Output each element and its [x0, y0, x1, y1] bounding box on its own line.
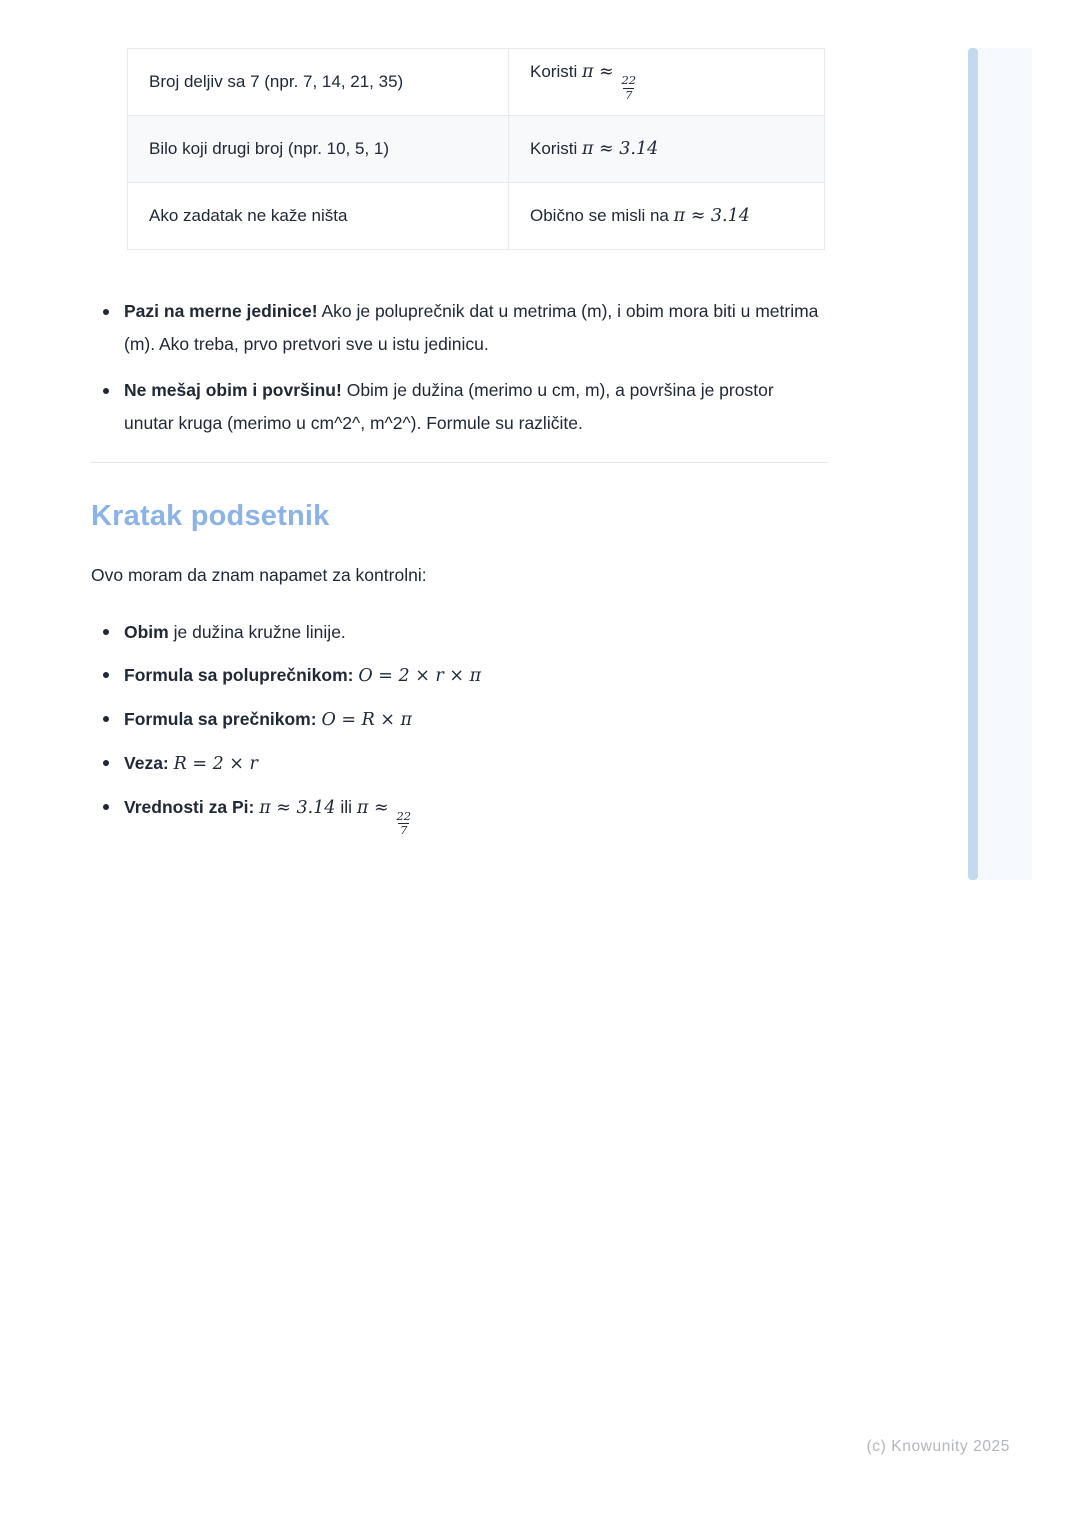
reminder-math: π ≈ 3.14	[259, 798, 336, 818]
pi-value-table	[127, 48, 825, 250]
warning-text: Ako je poluprečnik dat u metrima (m), i obim mora biti u metrima (m). Ako treba, prvo pretvori sve u istu jedinicu.	[124, 301, 819, 354]
reminder-bold: Vrednosti za Pi:	[124, 797, 255, 817]
section-divider	[91, 462, 828, 463]
document-content	[91, 0, 828, 850]
table-cell-action	[509, 116, 825, 183]
cell-text: Obično se misli na	[530, 206, 669, 225]
reminder-bold: Obim	[124, 622, 169, 642]
table-cell-action	[509, 183, 825, 250]
list-item	[91, 792, 828, 837]
cell-text: Koristi	[530, 139, 578, 158]
warning-bold: Pazi na merne jedinice!	[124, 301, 318, 321]
warning-bold: Ne mešaj obim i površinu!	[124, 380, 342, 400]
table-cell-condition: Broj deljiv sa 7 (npr. 7, 14, 21, 35)	[128, 49, 509, 116]
warning-text: Obim je dužina (merimo u cm, m), a površina je prostor unutar kruga (merimo u cm^2^, m^2^). Formule su različite.	[124, 380, 774, 433]
cell-math: π ≈ 3.14	[581, 139, 659, 159]
list-item	[91, 660, 828, 691]
cell-math: π ≈	[581, 62, 614, 83]
table-cell-condition: Bilo koji drugi broj (npr. 10, 5, 1)	[128, 116, 509, 183]
table-cell-condition: Ako zadatak ne kaže ništa	[128, 183, 509, 250]
reminder-math: O = 2 × r × π	[358, 666, 482, 686]
reminder-math: O = R × π	[321, 710, 413, 730]
list-item	[91, 374, 828, 440]
list-item	[91, 295, 828, 361]
fraction-22-7: $\frac{22}{7}$	[621, 73, 637, 102]
reminder-bold: Veza:	[124, 753, 169, 773]
reminder-math: R = 2 × r	[173, 754, 258, 774]
table-row	[128, 49, 825, 116]
copyright-footer: (c) Knowunity 2025	[866, 1438, 1010, 1455]
reminder-math: π ≈	[356, 798, 389, 818]
reminder-text: ili	[340, 797, 352, 817]
cell-math: π ≈ 3.14	[673, 206, 750, 226]
scrollbar-thumb[interactable]	[968, 48, 978, 880]
warning-list	[91, 295, 828, 440]
list-item	[91, 617, 828, 647]
section-heading: Kratak podsetnik	[91, 500, 330, 532]
scrollbar-track	[978, 48, 1032, 880]
intro-paragraph: Ovo moram da znam napamet za kontrolni:	[91, 565, 427, 585]
reminder-bold: Formula sa prečnikom:	[124, 709, 317, 729]
list-item	[91, 748, 828, 779]
cell-text: Koristi	[530, 62, 578, 82]
table-cell-action	[509, 49, 825, 116]
table-row	[128, 116, 825, 183]
table-row	[128, 183, 825, 250]
list-item	[91, 704, 828, 735]
fraction-22-7: $\frac{22}{7}$	[396, 809, 412, 838]
reminder-bold: Formula sa poluprečnikom:	[124, 665, 354, 685]
reminder-list	[91, 617, 828, 837]
reminder-text: je dužina kružne linije.	[173, 622, 346, 642]
